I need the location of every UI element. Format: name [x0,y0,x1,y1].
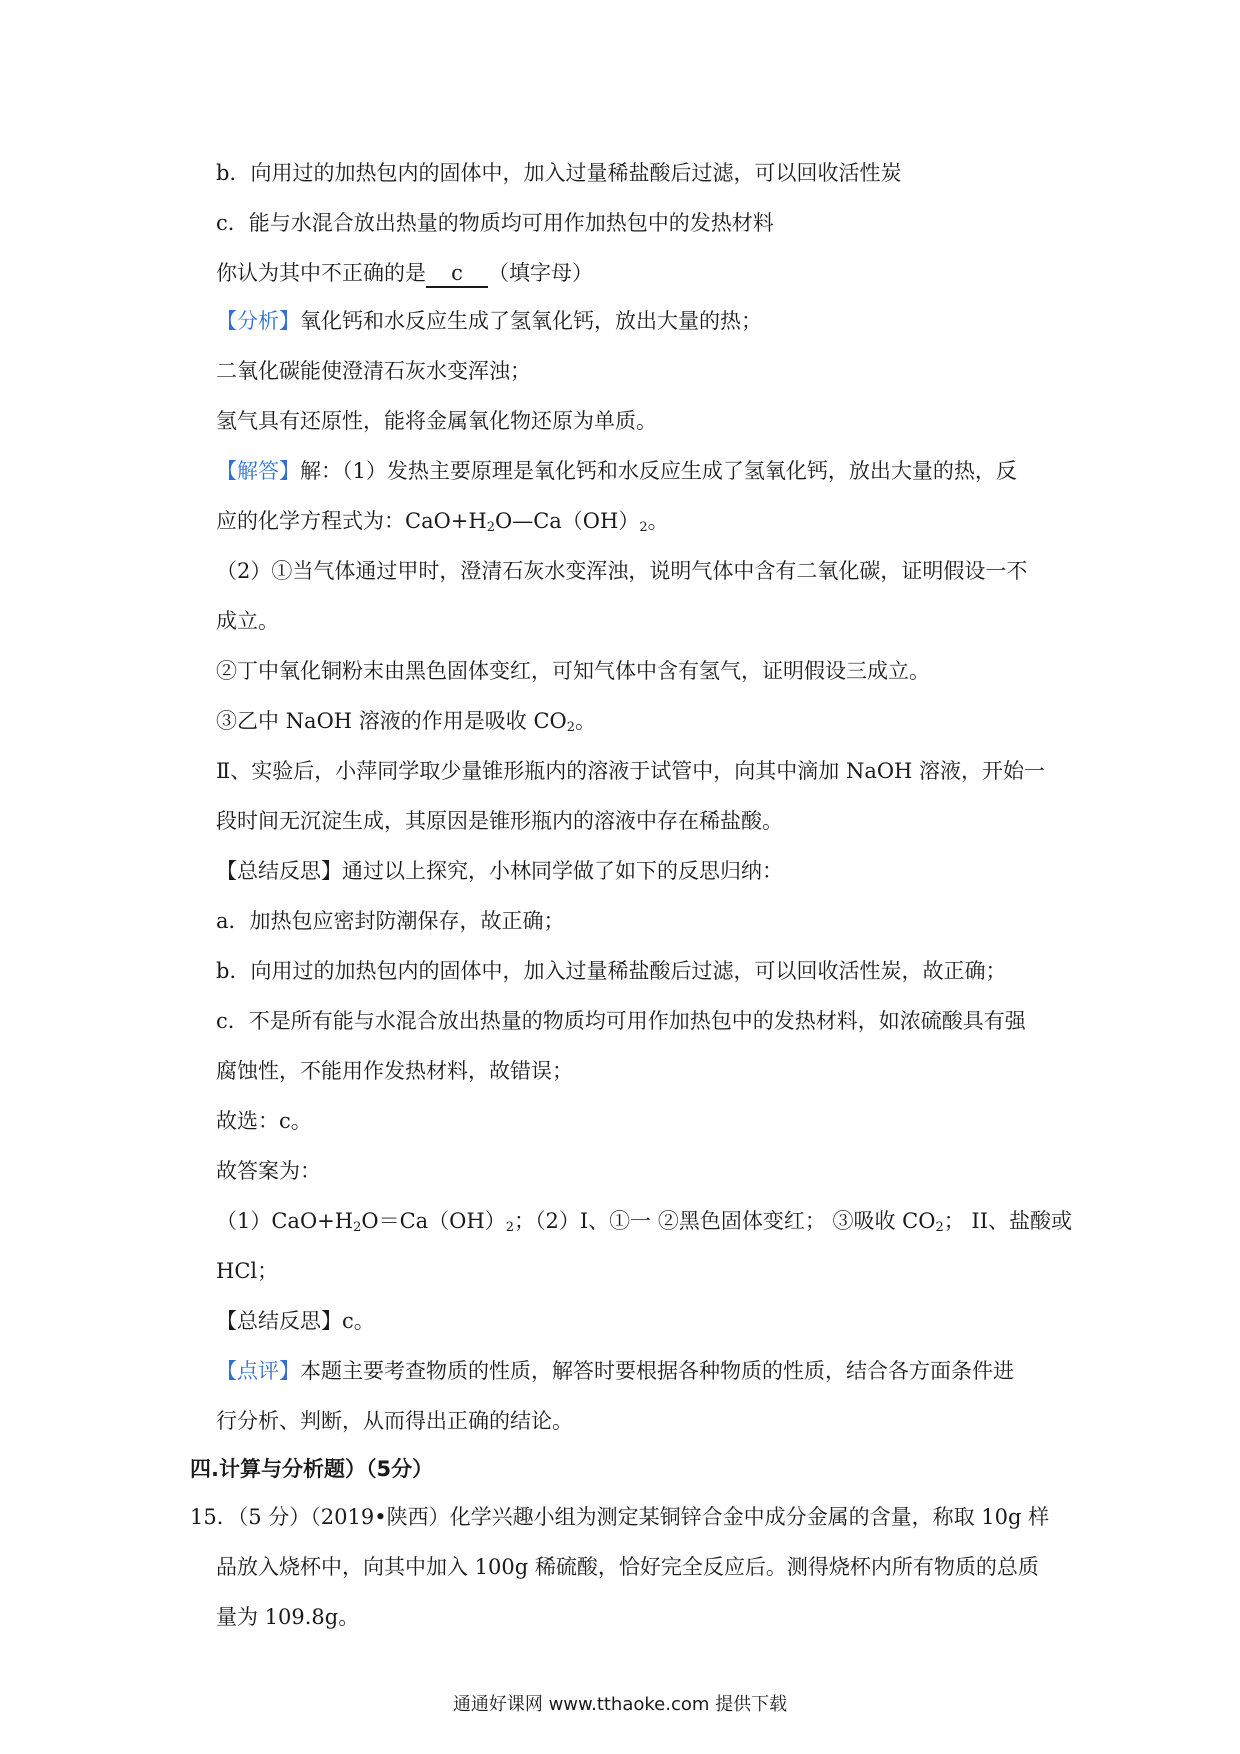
question-prefix: 你认为其中不正确的是 [216,261,426,285]
final-eq-c: ；（2）I、①一 ②黑色固体变红； ③吸收 CO [513,1209,936,1233]
answer-text-1: 解：（1）发热主要原理是氧化钙和水反应生成了氢氧化钙，放出大量的热，反 [300,459,1017,483]
q15-line-2: 品放入烧杯中，向其中加入 100g 稀硫酸，恰好完全反应后。测得烧杯内所有物质的总质 [216,1555,1039,1579]
answer-tag: 【解答】 [216,459,300,483]
answer-blank: c [426,260,488,288]
answer-line-17: HCl； [216,1259,279,1283]
answer-line-3: （2）①当气体通过甲时，澄清石灰水变浑浊，说明气体中含有二氧化碳，证明假设一不 [216,559,1028,583]
answer-6-text: ③乙中 NaOH 溶液的作用是吸收 CO [216,709,567,733]
eq-sub-2: 2 [639,520,648,535]
answer-line-7: Ⅱ、实验后，小萍同学取少量锥形瓶内的溶液于试管中，向其中滴加 NaOH 溶液，开始一 [216,759,1046,783]
answer-line-6 [216,706,596,743]
final-sub-1: 2 [353,1220,362,1235]
comment-text-1: 本题主要考查物质的性质，解答时要根据各种物质的性质，结合各方面条件进 [300,1359,1014,1383]
answer-line-2 [216,506,669,543]
eq-part-c: 。 [647,509,669,533]
analysis-line-2: 二氧化碳能使澄清石灰水变浑浊； [216,359,531,383]
answer-line-4: 成立。 [216,609,279,633]
q15-line-1: 15．（5 分）（2019•陕西）化学兴趣小组为测定某铜锌合金中成分金属的含量，称取 10g 样 [190,1505,1050,1529]
answer-line-18: 【总结反思】c。 [216,1309,375,1333]
answer-line-15: 故答案为： [216,1159,321,1183]
answer-line-13: 腐蚀性，不能用作发热材料，故错误； [216,1059,573,1083]
analysis-text-1: 氧化钙和水反应生成了氢氧化钙，放出大量的热； [300,309,762,333]
eq-sub-1: 2 [486,520,495,535]
answer-line-1 [216,456,1017,486]
answer-line-8: 段时间无沉淀生成，其原因是锥形瓶内的溶液中存在稀盐酸。 [216,809,783,833]
co2-sub: 2 [566,720,576,735]
comment-tag: 【点评】 [216,1359,300,1383]
option-c: c．能与水混合放出热量的物质均可用作加热包中的发热材料 [216,211,774,235]
answer-6-end: 。 [575,709,597,733]
answer-line-9: 【总结反思】通过以上探究，小林同学做了如下的反思归纳： [216,859,783,883]
analysis-tag: 【分析】 [216,309,300,333]
comment-line-2: 行分析、判断，从而得出正确的结论。 [216,1409,573,1433]
comment-line-1 [216,1356,1014,1386]
eq-part-a: 应的化学方程式为：CaO+H [216,509,487,533]
final-sub-2: 2 [505,1220,514,1235]
final-eq-d: ； II、盐酸或 [943,1209,1073,1233]
answer-line-16 [216,1206,1072,1243]
analysis-line-3: 氢气具有还原性，能将金属氧化物还原为单质。 [216,409,657,433]
question-suffix: （填字母） [488,261,593,285]
eq-part-b: O—Ca（OH） [495,509,640,533]
option-b: b．向用过的加热包内的固体中，加入过量稀盐酸后过滤，可以回收活性炭 [216,161,902,185]
answer-line-10: a．加热包应密封防潮保存，故正确； [216,909,565,933]
section-title: 四.计算与分析题）（5分） [190,1457,434,1481]
final-eq-a: （1）CaO+H [216,1209,354,1233]
final-sub-3: 2 [935,1220,944,1235]
footer-source: 通通好课网 www.tthaoke.com 提供下载 [452,1694,788,1715]
analysis-line-1 [216,306,762,336]
final-eq-b: O＝Ca（OH） [361,1209,506,1233]
answer-line-12: c．不是所有能与水混合放出热量的物质均可用作加热包中的发热材料，如浓硫酸具有强 [216,1009,1026,1033]
question-prompt [216,258,593,288]
answer-line-11: b．向用过的加热包内的固体中，加入过量稀盐酸后过滤，可以回收活性炭，故正确； [216,959,1007,983]
answer-line-14: 故选：c。 [216,1109,312,1133]
answer-line-5: ②丁中氧化铜粉末由黑色固体变红，可知气体中含有氢气，证明假设三成立。 [216,659,930,683]
q15-line-3: 量为 109.8g。 [216,1605,360,1629]
